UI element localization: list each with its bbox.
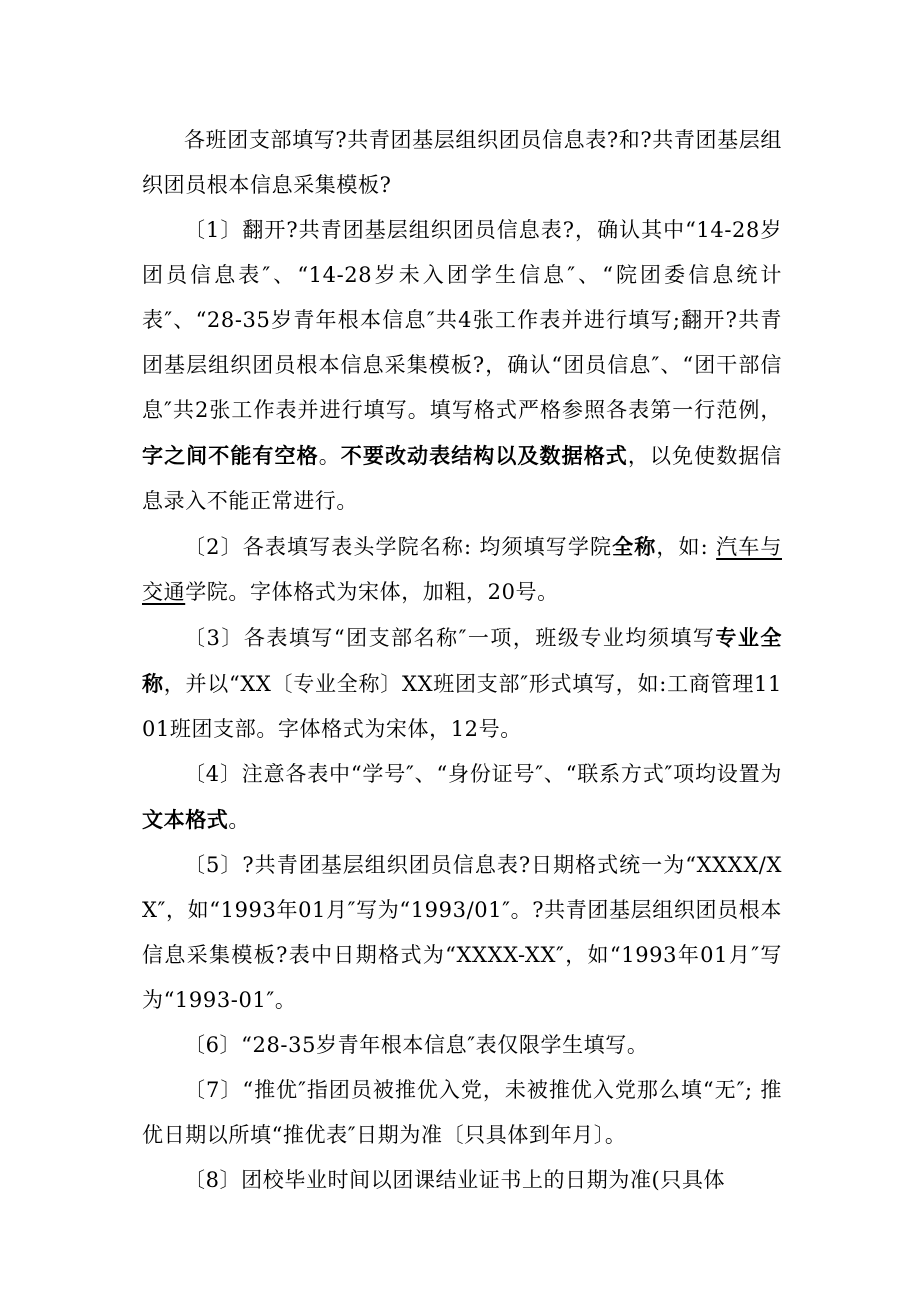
paragraph-item-6 <box>142 1023 782 1068</box>
paragraph-text: 〔7〕“推优″指团员被推优入党，未被推优入党那么填“无″; 推优日期以所填“推优表″日期为准〔只具体到年月〕。 <box>142 1078 782 1147</box>
paragraph-text: 〔1〕翻开?共青团基层组织团员信息表?，确认其中“14-28岁团员信息表″、“14-28岁未入团学生信息″、“院团委信息统计表″、“28-35岁青年根本信息″共4张工作表并进行填写;翻开?共青团基层组织团员根本信息采集模板?，确认“团员信息″、“团干部信息″共2张工作表并进行填写。填写格式严格参照各表第一行范例， <box>142 218 782 422</box>
paragraph-text: 〔5〕?共青团基层组织团员信息表?日期格式统一为“XXXX/XX″，如“1993年01月″写为“1993/01″。?共青团基层组织团员根本信息采集模板?表中日期格式为“XXXX-XX″，如“1993年01月″写为“1993-01″。 <box>142 853 782 1012</box>
paragraph-text: 〔8〕团校毕业时间以团课结业证书上的日期为准(只具体 <box>184 1168 726 1192</box>
document-body <box>142 118 782 1203</box>
bold-text: 字之间不能有空格 <box>142 443 319 468</box>
paragraph-text: ，以免使数据信息录入不能正常进行。 <box>142 444 782 513</box>
paragraph-item-5 <box>142 843 782 1023</box>
paragraph-intro <box>142 118 782 208</box>
paragraph-item-3 <box>142 615 782 752</box>
paragraph-text: 〔2〕各表填写表头学院名称: 均须填写学院 <box>184 535 613 559</box>
paragraph-item-4 <box>142 752 782 843</box>
paragraph-item-2 <box>142 524 782 615</box>
paragraph-text: 。 <box>228 808 251 832</box>
paragraph-item-8 <box>142 1158 782 1203</box>
bold-text: 文本格式 <box>142 807 229 832</box>
paragraph-item-1 <box>142 208 782 524</box>
paragraph-text: 〔3〕各表填写“团支部名称″一项，班级专业均须填写 <box>184 626 716 650</box>
bold-text: 专业全称 <box>142 625 782 696</box>
paragraph-text: 。 <box>318 444 341 468</box>
paragraph-text: ，如: <box>656 535 717 559</box>
paragraph-text: 各班团支部填写?共青团基层组织团员信息表?和?共青团基层组织团员根本信息采集模板? <box>142 128 782 197</box>
bold-text: 全称 <box>612 534 657 559</box>
bold-text: 不要改动表结构以及数据格式 <box>340 443 628 468</box>
paragraph-text: 学院。字体格式为宋体，加粗，20号。 <box>185 580 559 604</box>
paragraph-item-7 <box>142 1068 782 1158</box>
underlined-text: 汽车与交通 <box>142 535 782 604</box>
paragraph-text: 〔4〕注意各表中“学号″、“身份证号″、“联系方式″项均设置为 <box>184 762 782 786</box>
paragraph-text: ，并以“XX〔专业全称〕XX班团支部″形式填写，如:工商管理1101班团支部。字体格式为宋体，12号。 <box>142 672 782 741</box>
paragraph-text: 〔6〕“28-35岁青年根本信息″表仅限学生填写。 <box>184 1033 649 1057</box>
